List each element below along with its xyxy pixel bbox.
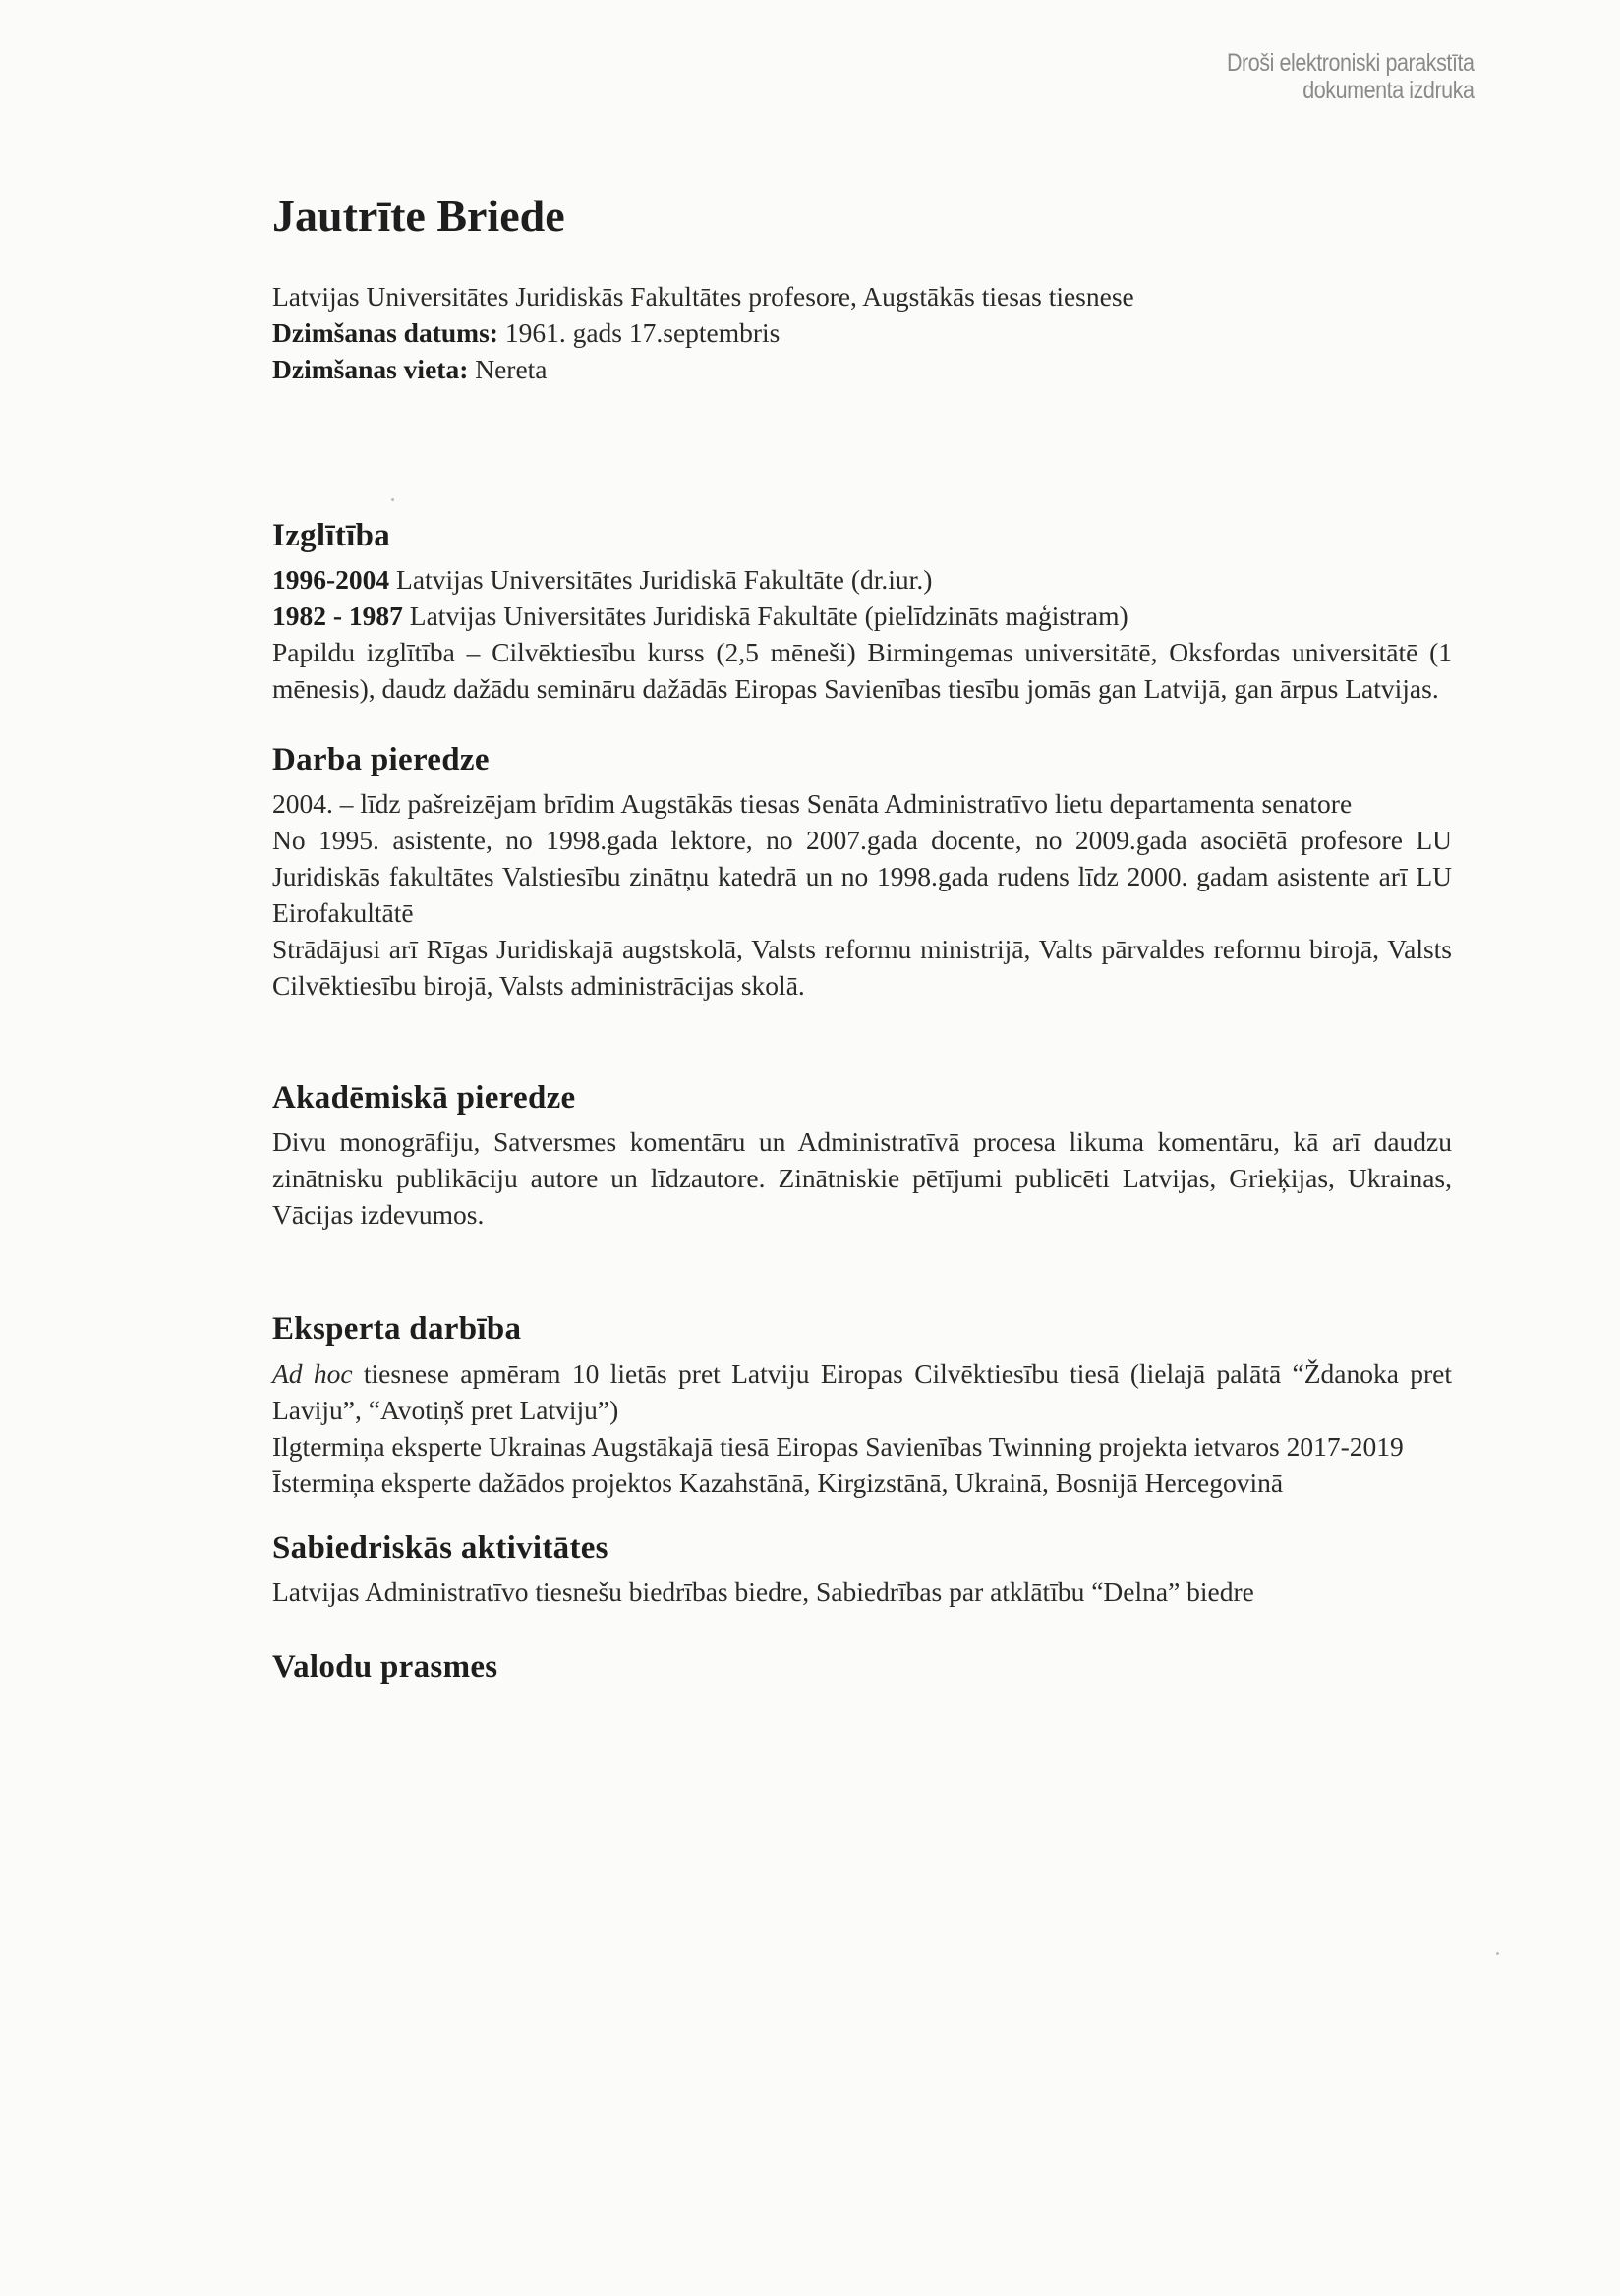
education-section bbox=[272, 518, 1452, 707]
personal-info bbox=[272, 278, 1452, 387]
expert-paragraph: Īstermiņa eksperte dažādos projektos Kazahstānā, Kirgizstānā, Ukrainā, Bosnijā Hercegovinā bbox=[272, 1466, 1284, 1498]
academic-section bbox=[272, 1080, 1452, 1233]
work-paragraph: 2004. – līdz pašreizējam brīdim Augstākās tiesas Senāta Administratīvo lietu departamenta senatore bbox=[272, 788, 1353, 820]
signature-stamp bbox=[1227, 49, 1475, 104]
cv-document bbox=[272, 192, 1452, 1693]
ad-hoc-italic: Ad hoc bbox=[272, 1357, 353, 1389]
education-entry bbox=[272, 598, 1452, 634]
academic-paragraph: Divu monogrāfiju, Satversmes komentāru un Administratīvā procesa likuma komentāru, kā arī daudzu zinātnisku publikāciju autore un līdzautore. Zinātniskie pētījumi publicēti Latvijas, Grieķijas, Ukrainas, Vācijas izdevumos. bbox=[272, 1126, 1452, 1231]
scan-speck bbox=[1496, 1952, 1499, 1955]
work-paragraph: No 1995. asistente, no 1998.gada lektore, no 2007.gada docente, no 2009.gada asociētā profesore LU Juridiskās fakultātes Valstiesību zinātņu katedrā un no 1998.gada rudens līdz 2000. gadam asistente arī LU Eirofakultātē bbox=[272, 825, 1452, 929]
birth-place bbox=[272, 351, 1452, 387]
birth-place-value: Nereta bbox=[468, 353, 548, 384]
social-section bbox=[272, 1530, 1452, 1610]
person-name: Jautrīte Briede bbox=[272, 191, 565, 241]
education-entry bbox=[272, 561, 1452, 598]
academic-title: Akadēmiskā pieredze bbox=[272, 1080, 576, 1117]
work-section bbox=[272, 742, 1452, 1004]
work-paragraph: Strādājusi arī Rīgas Juridiskajā augstskolā, Valsts reformu ministrijā, Valts pārvaldes reformu birojā, Valsts Cilvēktiesību birojā, Valsts administrācijas skolā. bbox=[272, 934, 1452, 1002]
education-text: Latvijas Universitātes Juridiskā Fakultāte (dr.iur.) bbox=[389, 563, 933, 595]
languages-section bbox=[272, 1649, 1452, 1685]
stamp-line-2: dokumenta izdruka bbox=[1302, 77, 1475, 104]
expert-paragraph: Ilgtermiņa eksperte Ukrainas Augstākajā tiesā Eiropas Savienības Twinning projekta ietvaros 2017-2019 bbox=[272, 1430, 1404, 1462]
social-title: Sabiedriskās aktivitātes bbox=[272, 1529, 608, 1566]
work-title: Darba pieredze bbox=[272, 741, 490, 777]
social-paragraph: Latvijas Administratīvo tiesnešu biedrības biedre, Sabiedrības par atklātību “Delna” biedre bbox=[272, 1577, 1254, 1608]
expert-section bbox=[272, 1311, 1452, 1500]
birth-place-label: Dzimšanas vieta: bbox=[272, 353, 469, 384]
education-years: 1982 - 1987 bbox=[272, 600, 403, 631]
birth-date-value: 1961. gads 17.septembris bbox=[497, 316, 781, 348]
education-years: 1996-2004 bbox=[272, 563, 390, 595]
expert-paragraph bbox=[272, 1355, 1452, 1428]
education-text: Latvijas Universitātes Juridiskā Fakultāte (pielīdzināts maģistram) bbox=[402, 600, 1128, 631]
expert-title: Eksperta darbība bbox=[272, 1311, 522, 1348]
birth-date bbox=[272, 315, 1452, 351]
education-additional: Papildu izglītība – Cilvēktiesību kurss (2,5 mēneši) Birmingemas universitātē, Oksfordas universitātē (1 mēnesis), daudz dažādu semināru dažādās Eiropas Savienības tiesību jomās gan Latvijā, gan ārpus Latvijas. bbox=[272, 636, 1452, 704]
expert-paragraph-text: tiesnese apmēram 10 lietās pret Latviju Eiropas Cilvēktiesību tiesā (lielajā palātā “Ždanoka pret Laviju”, “Avotiņš pret Latviju”) bbox=[272, 1357, 1452, 1425]
stamp-line-1: Droši elektroniski parakstīta bbox=[1227, 49, 1475, 77]
languages-title: Valodu prasmes bbox=[272, 1649, 498, 1686]
birth-date-label: Dzimšanas datums: bbox=[272, 316, 498, 348]
position: Latvijas Universitātes Juridiskās Fakultātes profesore, Augstākās tiesas tiesnese bbox=[272, 280, 1134, 312]
education-title: Izglītība bbox=[272, 517, 391, 553]
